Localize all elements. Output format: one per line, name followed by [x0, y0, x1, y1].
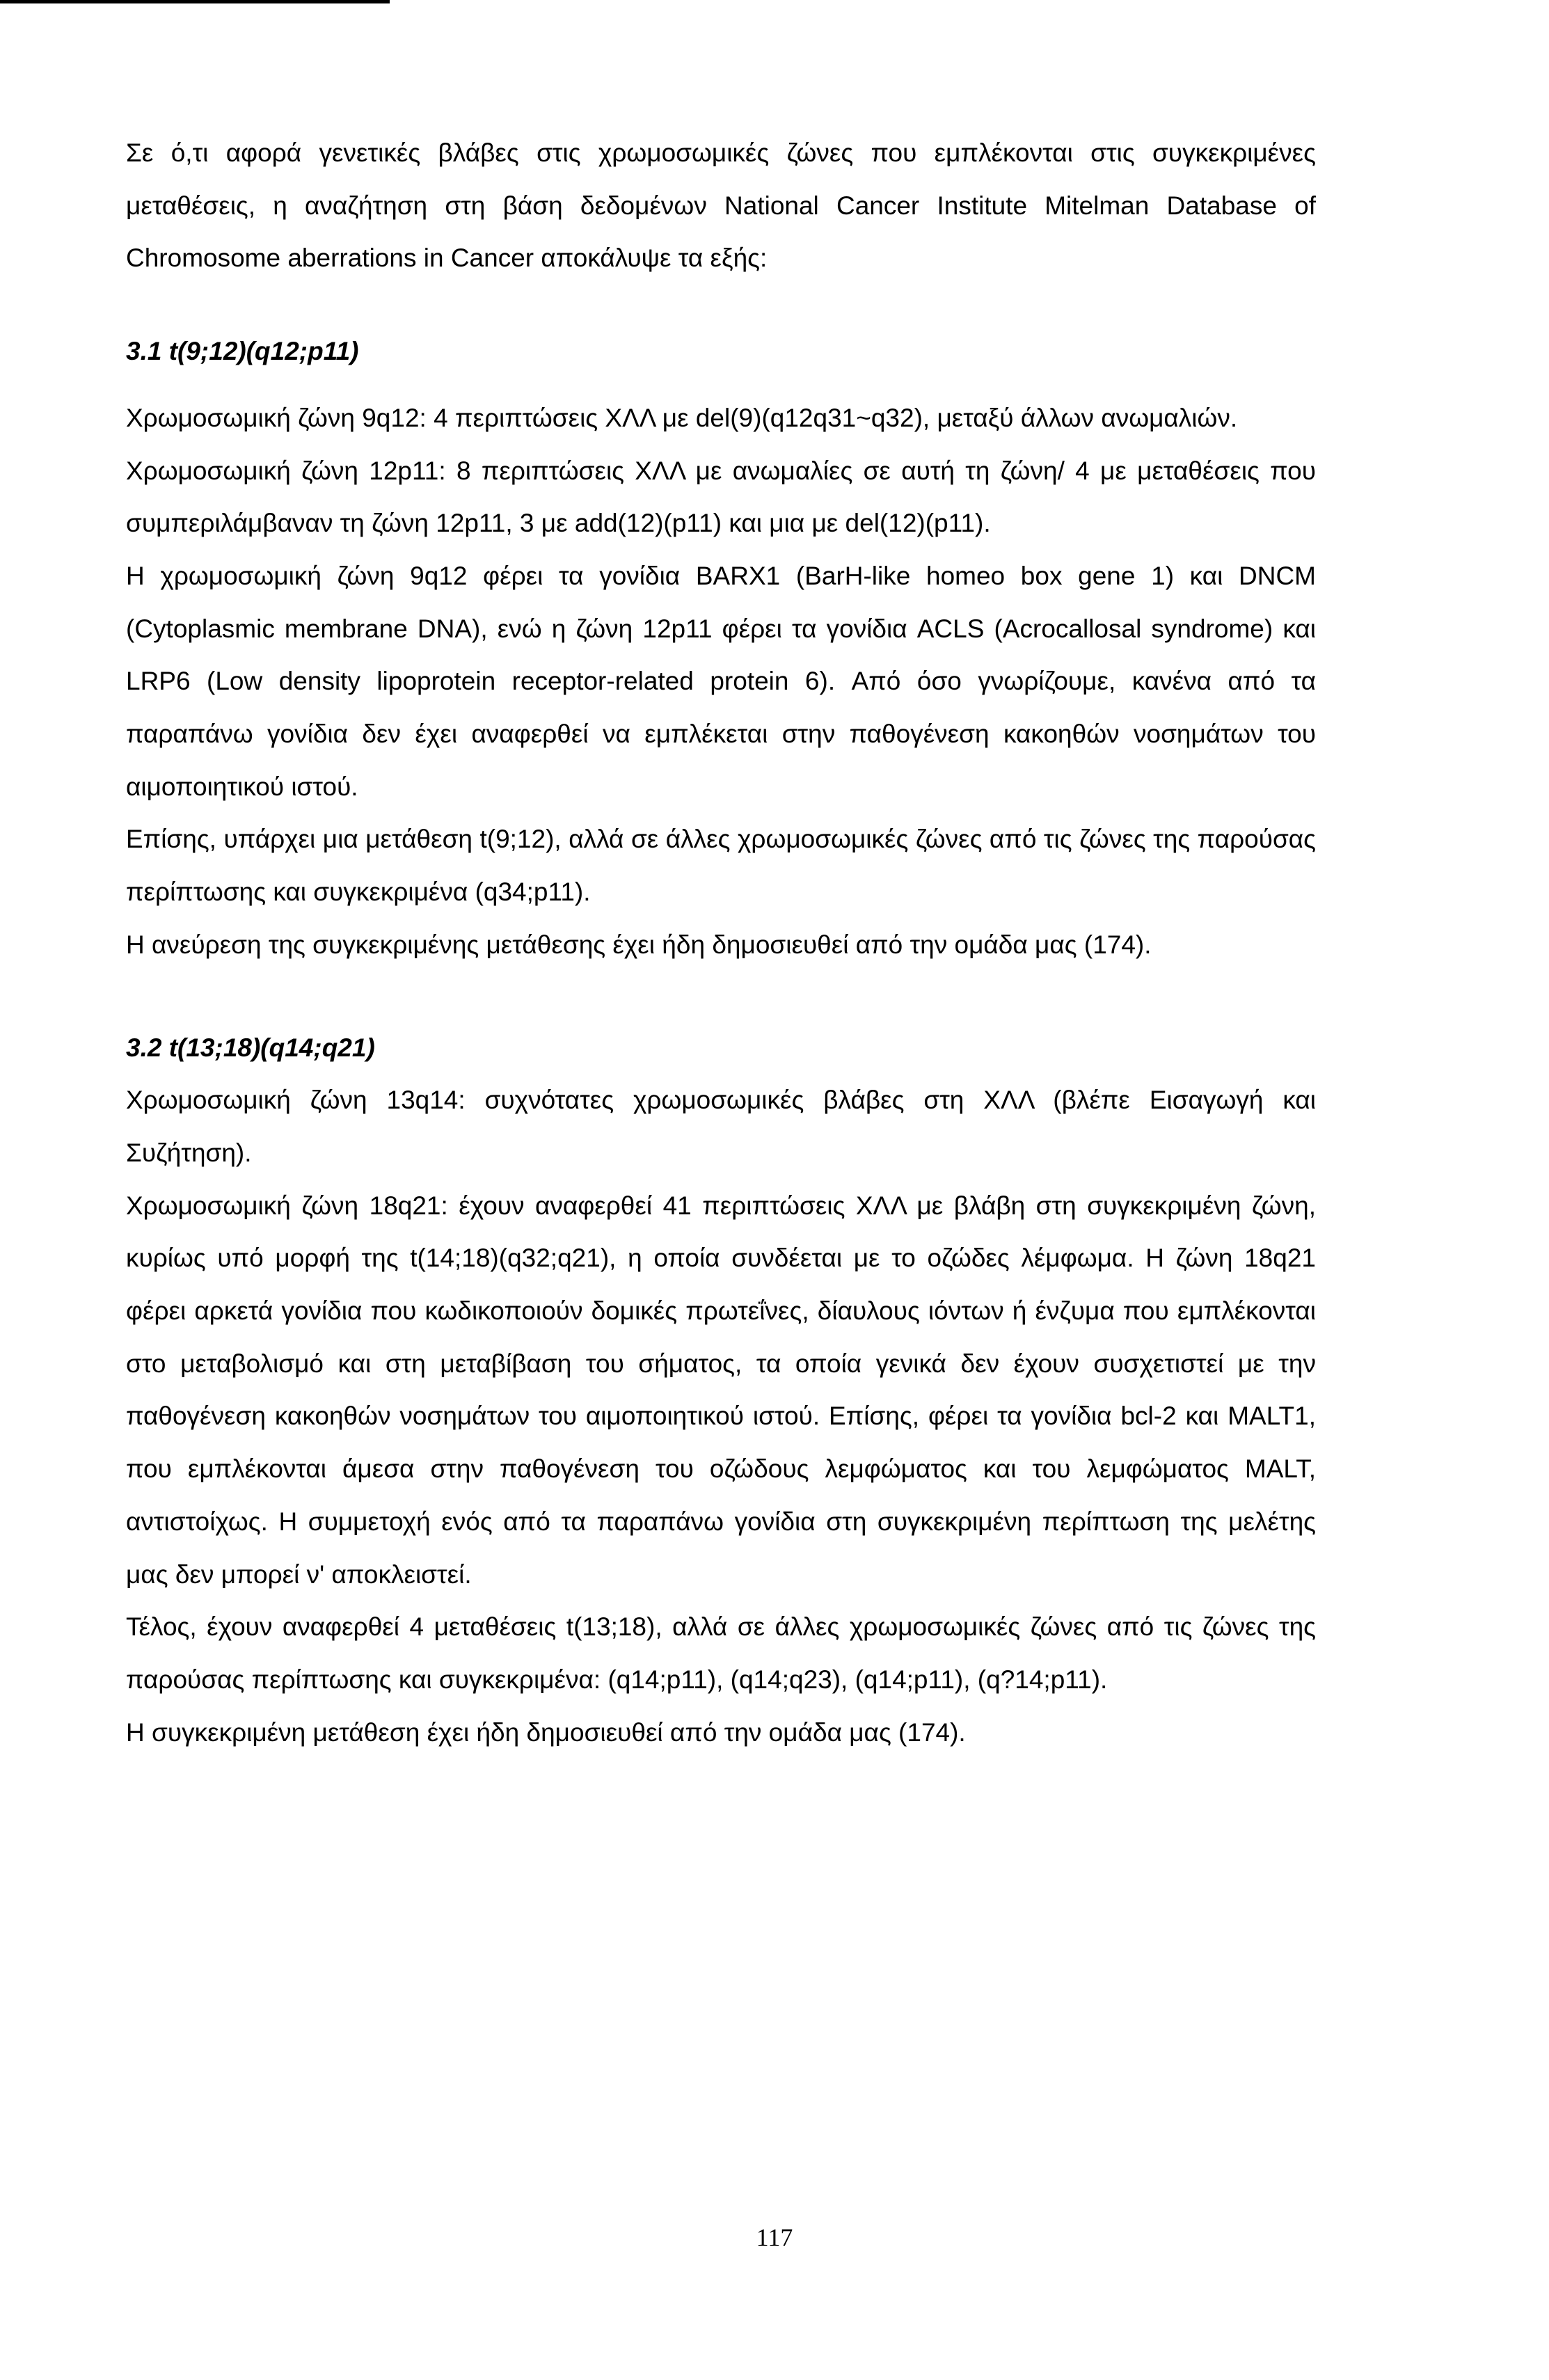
section-paragraph: Η χρωμοσωμική ζώνη 9q12 φέρει τα γονίδια BARX1 (BarH-like homeo box gene 1) και DNCM (Cytoplasmic membrane DNA), ενώ η ζώνη 12p11 φέρει τα γονίδια ACLS (Acrocallosal syndrome) και LRP6 (Low density lipoprotein receptor-related protein 6). Από όσο γνωρίζουμε, κανένα από τα παραπάνω γονίδια δεν έχει αναφερθεί να εμπλέκεται στην παθογένεση κακοηθών νοσημάτων του αιμοποιητικού ιστού.: [126, 561, 1316, 801]
spacer: [126, 285, 1316, 325]
intro-paragraph: Σε ό,τι αφορά γενετικές βλάβες στις χρωμοσωμικές ζώνες που εμπλέκονται στις συγκεκριμένες μεταθέσεις, η αναζήτηση στη βάση δεδομένων National Cancer Institute Mitelman Database of Chromosome aberrations in Cancer αποκάλυψε τα εξής:: [126, 138, 1316, 273]
page-number: 117: [756, 2223, 793, 2251]
document-page: [126, 127, 1316, 1759]
section-paragraph: Η ανεύρεση της συγκεκριμένης μετάθεσης έχει ήδη δημοσιευθεί από την ομάδα μας (174).: [126, 930, 1152, 959]
spacer: [126, 378, 1316, 392]
section-3-2: [126, 1022, 1316, 1759]
scan-top-rule: [0, 0, 390, 3]
section-paragraph: Η συγκεκριμένη μετάθεση έχει ήδη δημοσιευθεί από την ομάδα μας (174).: [126, 1717, 966, 1747]
spacer: [126, 971, 1316, 1022]
section-paragraph: Τέλος, έχουν αναφερθεί 4 μεταθέσεις t(13;18), αλλά σε άλλες χρωμοσωμικές ζώνες από τις ζώνες της παρούσας περίπτωσης και συγκεκριμένα: (q14;p11), (q14;q23), (q14;p11), (q?14;p11).: [126, 1612, 1316, 1694]
section-paragraph: Επίσης, υπάρχει μια μετάθεση t(9;12), αλλά σε άλλες χρωμοσωμικές ζώνες από τις ζώνες της παρούσας περίπτωσης και συγκεκριμένα (q34;p11).: [126, 825, 1316, 907]
section-heading: 3.1 t(9;12)(q12;p11): [126, 337, 359, 366]
section-3-1: [126, 325, 1316, 971]
section-paragraph: Χρωμοσωμική ζώνη 12p11: 8 περιπτώσεις ΧΛΛ με ανωμαλίες σε αυτή τη ζώνη/ 4 με μεταθέσεις που συμπεριλάμβαναν τη ζώνη 12p11, 3 με add(12)(p11) και μια με del(12)(p11).: [126, 456, 1316, 538]
section-paragraph: Χρωμοσωμική ζώνη 13q14: συχνότατες χρωμοσωμικές βλάβες στη ΧΛΛ (βλέπε Εισαγωγή και Συζήτηση).: [126, 1086, 1316, 1167]
section-paragraph: Χρωμοσωμική ζώνη 9q12: 4 περιπτώσεις ΧΛΛ με del(9)(q12q31~q32), μεταξύ άλλων ανωμαλιών.: [126, 403, 1238, 432]
section-paragraph: Χρωμοσωμική ζώνη 18q21: έχουν αναφερθεί 41 περιπτώσεις ΧΛΛ με βλάβη στη συγκεκριμένη ζώνη, κυρίως υπό μορφή της t(14;18)(q32;q21), η οποία συνδέεται με το οζώδες λέμφωμα. Η ζώνη 18q21 φέρει αρκετά γονίδια που κωδικοποιούν δομικές πρωτεΐνες, δίαυλους ιόντων ή ένζυμα που εμπλέκονται στο μεταβολισμό και στη μεταβίβαση του σήματος, τα οποία γενικά δεν έχουν συσχετιστεί με την παθογένεση κακοηθών νοσημάτων του αιμοποιητικού ιστού. Επίσης, φέρει τα γονίδια bcl-2 και MALT1, που εμπλέκονται άμεσα στην παθογένεση του οζώδους λεμφώματος και του λεμφώματος MALT, αντιστοίχως. Η συμμετοχή ενός από τα παραπάνω γονίδια στη συγκεκριμένη περίπτωση της μελέτης μας δεν μπορεί ν' αποκλειστεί.: [126, 1191, 1316, 1589]
section-heading: 3.2 t(13;18)(q14;q21): [126, 1033, 375, 1062]
